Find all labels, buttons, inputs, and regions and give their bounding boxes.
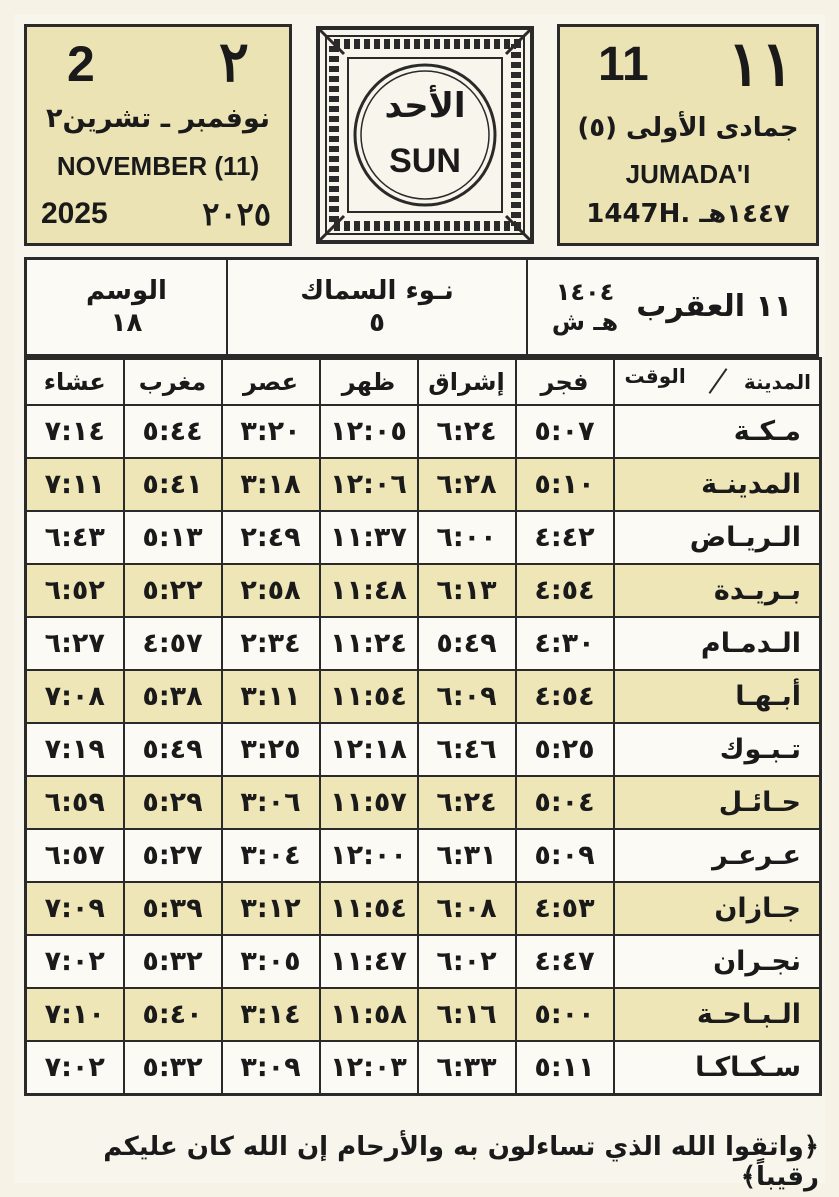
table-row xyxy=(26,1041,821,1095)
prayer-time-cell: ١١:٢٤ xyxy=(320,617,418,670)
city-name: الـدمـام xyxy=(614,617,821,670)
city-name: الـريـاض xyxy=(614,511,821,564)
prayer-time-cell: ١١:٥٨ xyxy=(320,988,418,1041)
prayer-time-cell: ٦:٢٧ xyxy=(26,617,124,670)
prayer-time-cell: ٦:٤٦ xyxy=(418,723,516,776)
prayer-time-cell: ٥:٣٢ xyxy=(124,1041,222,1095)
table-row xyxy=(26,405,821,458)
prayer-time-cell: ٤:٥٤ xyxy=(516,670,614,723)
prayer-time-cell: ٤:٥٣ xyxy=(516,882,614,935)
calendar-page xyxy=(14,14,825,1192)
wasm-cell xyxy=(27,260,226,354)
city-name: تـبـوك xyxy=(614,723,821,776)
prayer-time-cell: ٥:٣٩ xyxy=(124,882,222,935)
prayer-time-cell: ٥:٤٤ xyxy=(124,405,222,458)
prayer-time-cell: ١١:٥٤ xyxy=(320,670,418,723)
prayer-time-cell: ٦:٠٩ xyxy=(418,670,516,723)
city-name: بـريـدة xyxy=(614,564,821,617)
wasm-value: ١٨ xyxy=(110,308,143,338)
prayer-time-cell: ٦:٢٤ xyxy=(418,776,516,829)
prayer-time-cell: ٥:٢٩ xyxy=(124,776,222,829)
table-row xyxy=(26,935,821,988)
gregorian-year-western: 2025 xyxy=(41,197,108,230)
table-row xyxy=(26,670,821,723)
table-row xyxy=(26,776,821,829)
prayer-time-cell: ٢:٤٩ xyxy=(222,511,320,564)
gregorian-date-box xyxy=(24,24,292,246)
gregorian-year-arabic: ٢٠٢٥ xyxy=(202,196,271,232)
prayer-time-cell: ٣:١١ xyxy=(222,670,320,723)
prayer-time-cell: ٥:٢٢ xyxy=(124,564,222,617)
prayer-time-cell: ٦:٢٨ xyxy=(418,458,516,511)
gregorian-day-western: 2 xyxy=(67,36,95,92)
table-row xyxy=(26,723,821,776)
table-row xyxy=(26,988,821,1041)
prayer-time-cell: ٥:٤٠ xyxy=(124,988,222,1041)
prayer-time-cell: ٧:١١ xyxy=(26,458,124,511)
prayer-time-cell: ٢:٥٨ xyxy=(222,564,320,617)
prayer-time-cell: ٥:٤١ xyxy=(124,458,222,511)
prayer-time-cell: ٦:١٣ xyxy=(418,564,516,617)
city-name: حـائـل xyxy=(614,776,821,829)
city-name: عـرعـر xyxy=(614,829,821,882)
prayer-time-cell: ١٢:٠٣ xyxy=(320,1041,418,1095)
quran-verse: ﴿واتقوا الله الذي تساءلون به والأرحام إن الله كان عليكم رقيباً﴾ xyxy=(103,1132,819,1192)
solar-year-value: ١٤٠٤ xyxy=(555,278,615,306)
prayer-time-cell: ٣:١٨ xyxy=(222,458,320,511)
city-name: نجـران xyxy=(614,935,821,988)
prayer-time-cell: ٥:٣٢ xyxy=(124,935,222,988)
prayer-time-cell: ٥:٠٠ xyxy=(516,988,614,1041)
prayer-time-cell: ٧:٠٢ xyxy=(26,935,124,988)
city-name: سـكـاكـا xyxy=(614,1041,821,1095)
prayer-time-cell: ٣:٢٥ xyxy=(222,723,320,776)
prayer-time-cell: ٧:٠٢ xyxy=(26,1041,124,1095)
prayer-time-cell: ٦:٢٤ xyxy=(418,405,516,458)
city-name: المدينـة xyxy=(614,458,821,511)
prayer-time-cell: ٤:٥٧ xyxy=(124,617,222,670)
wasm-label: الوسم xyxy=(86,275,167,306)
zodiac-value: ١١ العقرب xyxy=(636,289,793,325)
prayer-time-cell: ٦:٠٨ xyxy=(418,882,516,935)
emblem-english-day: SUN xyxy=(389,142,461,180)
hijri-month-arabic: جمادى الأولى (٥) xyxy=(577,113,799,143)
header-section xyxy=(24,24,819,246)
gregorian-month-english: NOVEMBER (11) xyxy=(56,151,260,181)
prayer-time-cell: ٥:٠٩ xyxy=(516,829,614,882)
prayer-time-cell: ١١:٣٧ xyxy=(320,511,418,564)
prayer-time-cell: ٧:١٠ xyxy=(26,988,124,1041)
prayer-time-cell: ١٢:٠٥ xyxy=(320,405,418,458)
prayer-time-cell: ١٢:٠٦ xyxy=(320,458,418,511)
prayer-times-table xyxy=(24,357,822,1096)
prayer-time-cell: ٥:٤٩ xyxy=(124,723,222,776)
city-name: جـازان xyxy=(614,882,821,935)
corner-city-label: المدينة xyxy=(743,370,811,394)
prayer-time-cell: ١٢:٠٠ xyxy=(320,829,418,882)
table-row xyxy=(26,458,821,511)
naw-cell xyxy=(226,260,526,354)
prayer-time-cell: ٥:٢٥ xyxy=(516,723,614,776)
prayer-time-cell: ٥:٠٤ xyxy=(516,776,614,829)
prayer-time-cell: ٥:٠٧ xyxy=(516,405,614,458)
header-shuruq: إشراق xyxy=(418,359,516,406)
prayer-time-cell: ٦:٣٣ xyxy=(418,1041,516,1095)
naw-value: ٥ xyxy=(369,308,385,338)
prayer-time-cell: ٣:٠٦ xyxy=(222,776,320,829)
prayer-time-cell: ٤:٤٧ xyxy=(516,935,614,988)
table-row xyxy=(26,617,821,670)
prayer-time-cell: ٤:٤٢ xyxy=(516,511,614,564)
city-name: الـبـاحـة xyxy=(614,988,821,1041)
header-isha: عشاء xyxy=(26,359,124,406)
prayer-time-cell: ٥:٣٨ xyxy=(124,670,222,723)
gregorian-day-arabic: ٢ xyxy=(218,30,249,93)
prayer-time-cell: ٢:٣٤ xyxy=(222,617,320,670)
emblem-arabic-day: الأحد xyxy=(384,86,466,126)
prayer-time-cell: ٦:٠٢ xyxy=(418,935,516,988)
prayer-time-cell: ٤:٣٠ xyxy=(516,617,614,670)
season-info-row xyxy=(24,257,819,357)
day-emblem xyxy=(314,24,536,246)
gregorian-month-arabic: نوفمبر ـ تشرين٢ xyxy=(45,103,271,134)
prayer-time-cell: ١١:٤٨ xyxy=(320,564,418,617)
prayer-time-cell: ٥:١١ xyxy=(516,1041,614,1095)
table-row xyxy=(26,882,821,935)
header-maghrib: مغرب xyxy=(124,359,222,406)
hijri-year: 1447H. ١٤٤٧هـ xyxy=(586,199,790,229)
prayer-time-cell: ٥:٤٩ xyxy=(418,617,516,670)
prayer-time-cell: ٣:٠٥ xyxy=(222,935,320,988)
hijri-month-english: JUMADA'I xyxy=(625,159,751,189)
table-header-row xyxy=(26,359,821,406)
prayer-time-cell: ٧:١٩ xyxy=(26,723,124,776)
hijri-day-arabic: ١١ xyxy=(727,30,794,99)
prayer-time-cell: ٦:١٦ xyxy=(418,988,516,1041)
prayer-time-cell: ٣:٠٩ xyxy=(222,1041,320,1095)
hijri-day-western: 11 xyxy=(598,38,649,91)
prayer-time-cell: ١١:٥٤ xyxy=(320,882,418,935)
prayer-time-cell: ١١:٥٧ xyxy=(320,776,418,829)
corner-header xyxy=(614,359,821,406)
naw-label: نـوء السماك xyxy=(300,275,454,306)
prayer-time-cell: ٣:٠٤ xyxy=(222,829,320,882)
prayer-time-cell: ٦:٤٣ xyxy=(26,511,124,564)
prayer-time-cell: ٧:١٤ xyxy=(26,405,124,458)
prayer-time-cell: ٧:٠٨ xyxy=(26,670,124,723)
zodiac-cell xyxy=(526,260,816,354)
table-row xyxy=(26,564,821,617)
prayer-time-cell: ١٢:١٨ xyxy=(320,723,418,776)
header-asr: عصر xyxy=(222,359,320,406)
prayer-time-cell: ٦:٥٧ xyxy=(26,829,124,882)
table-row xyxy=(26,511,821,564)
prayer-time-cell: ٧:٠٩ xyxy=(26,882,124,935)
prayer-time-cell: ٦:٣١ xyxy=(418,829,516,882)
table-row xyxy=(26,829,821,882)
prayer-time-cell: ٦:٥٩ xyxy=(26,776,124,829)
prayer-time-cell: ٦:٥٢ xyxy=(26,564,124,617)
header-dhuhr: ظهر xyxy=(320,359,418,406)
header-fajr: فجر xyxy=(516,359,614,406)
prayer-time-cell: ٣:١٢ xyxy=(222,882,320,935)
solar-year-label: هـ ش xyxy=(551,308,619,336)
emblem-frame xyxy=(314,24,536,246)
hijri-date-box xyxy=(557,24,819,246)
city-name: مـكـة xyxy=(614,405,821,458)
prayer-time-cell: ١١:٤٧ xyxy=(320,935,418,988)
prayer-time-cell: ٥:١٣ xyxy=(124,511,222,564)
prayer-time-cell: ٤:٥٤ xyxy=(516,564,614,617)
prayer-time-cell: ٦:٠٠ xyxy=(418,511,516,564)
city-name: أبـهـا xyxy=(614,670,821,723)
prayer-time-cell: ٥:١٠ xyxy=(516,458,614,511)
prayer-time-cell: ٥:٢٧ xyxy=(124,829,222,882)
corner-time-label: الوقت xyxy=(624,364,686,388)
prayer-time-cell: ٣:٢٠ xyxy=(222,405,320,458)
prayer-time-cell: ٣:١٤ xyxy=(222,988,320,1041)
